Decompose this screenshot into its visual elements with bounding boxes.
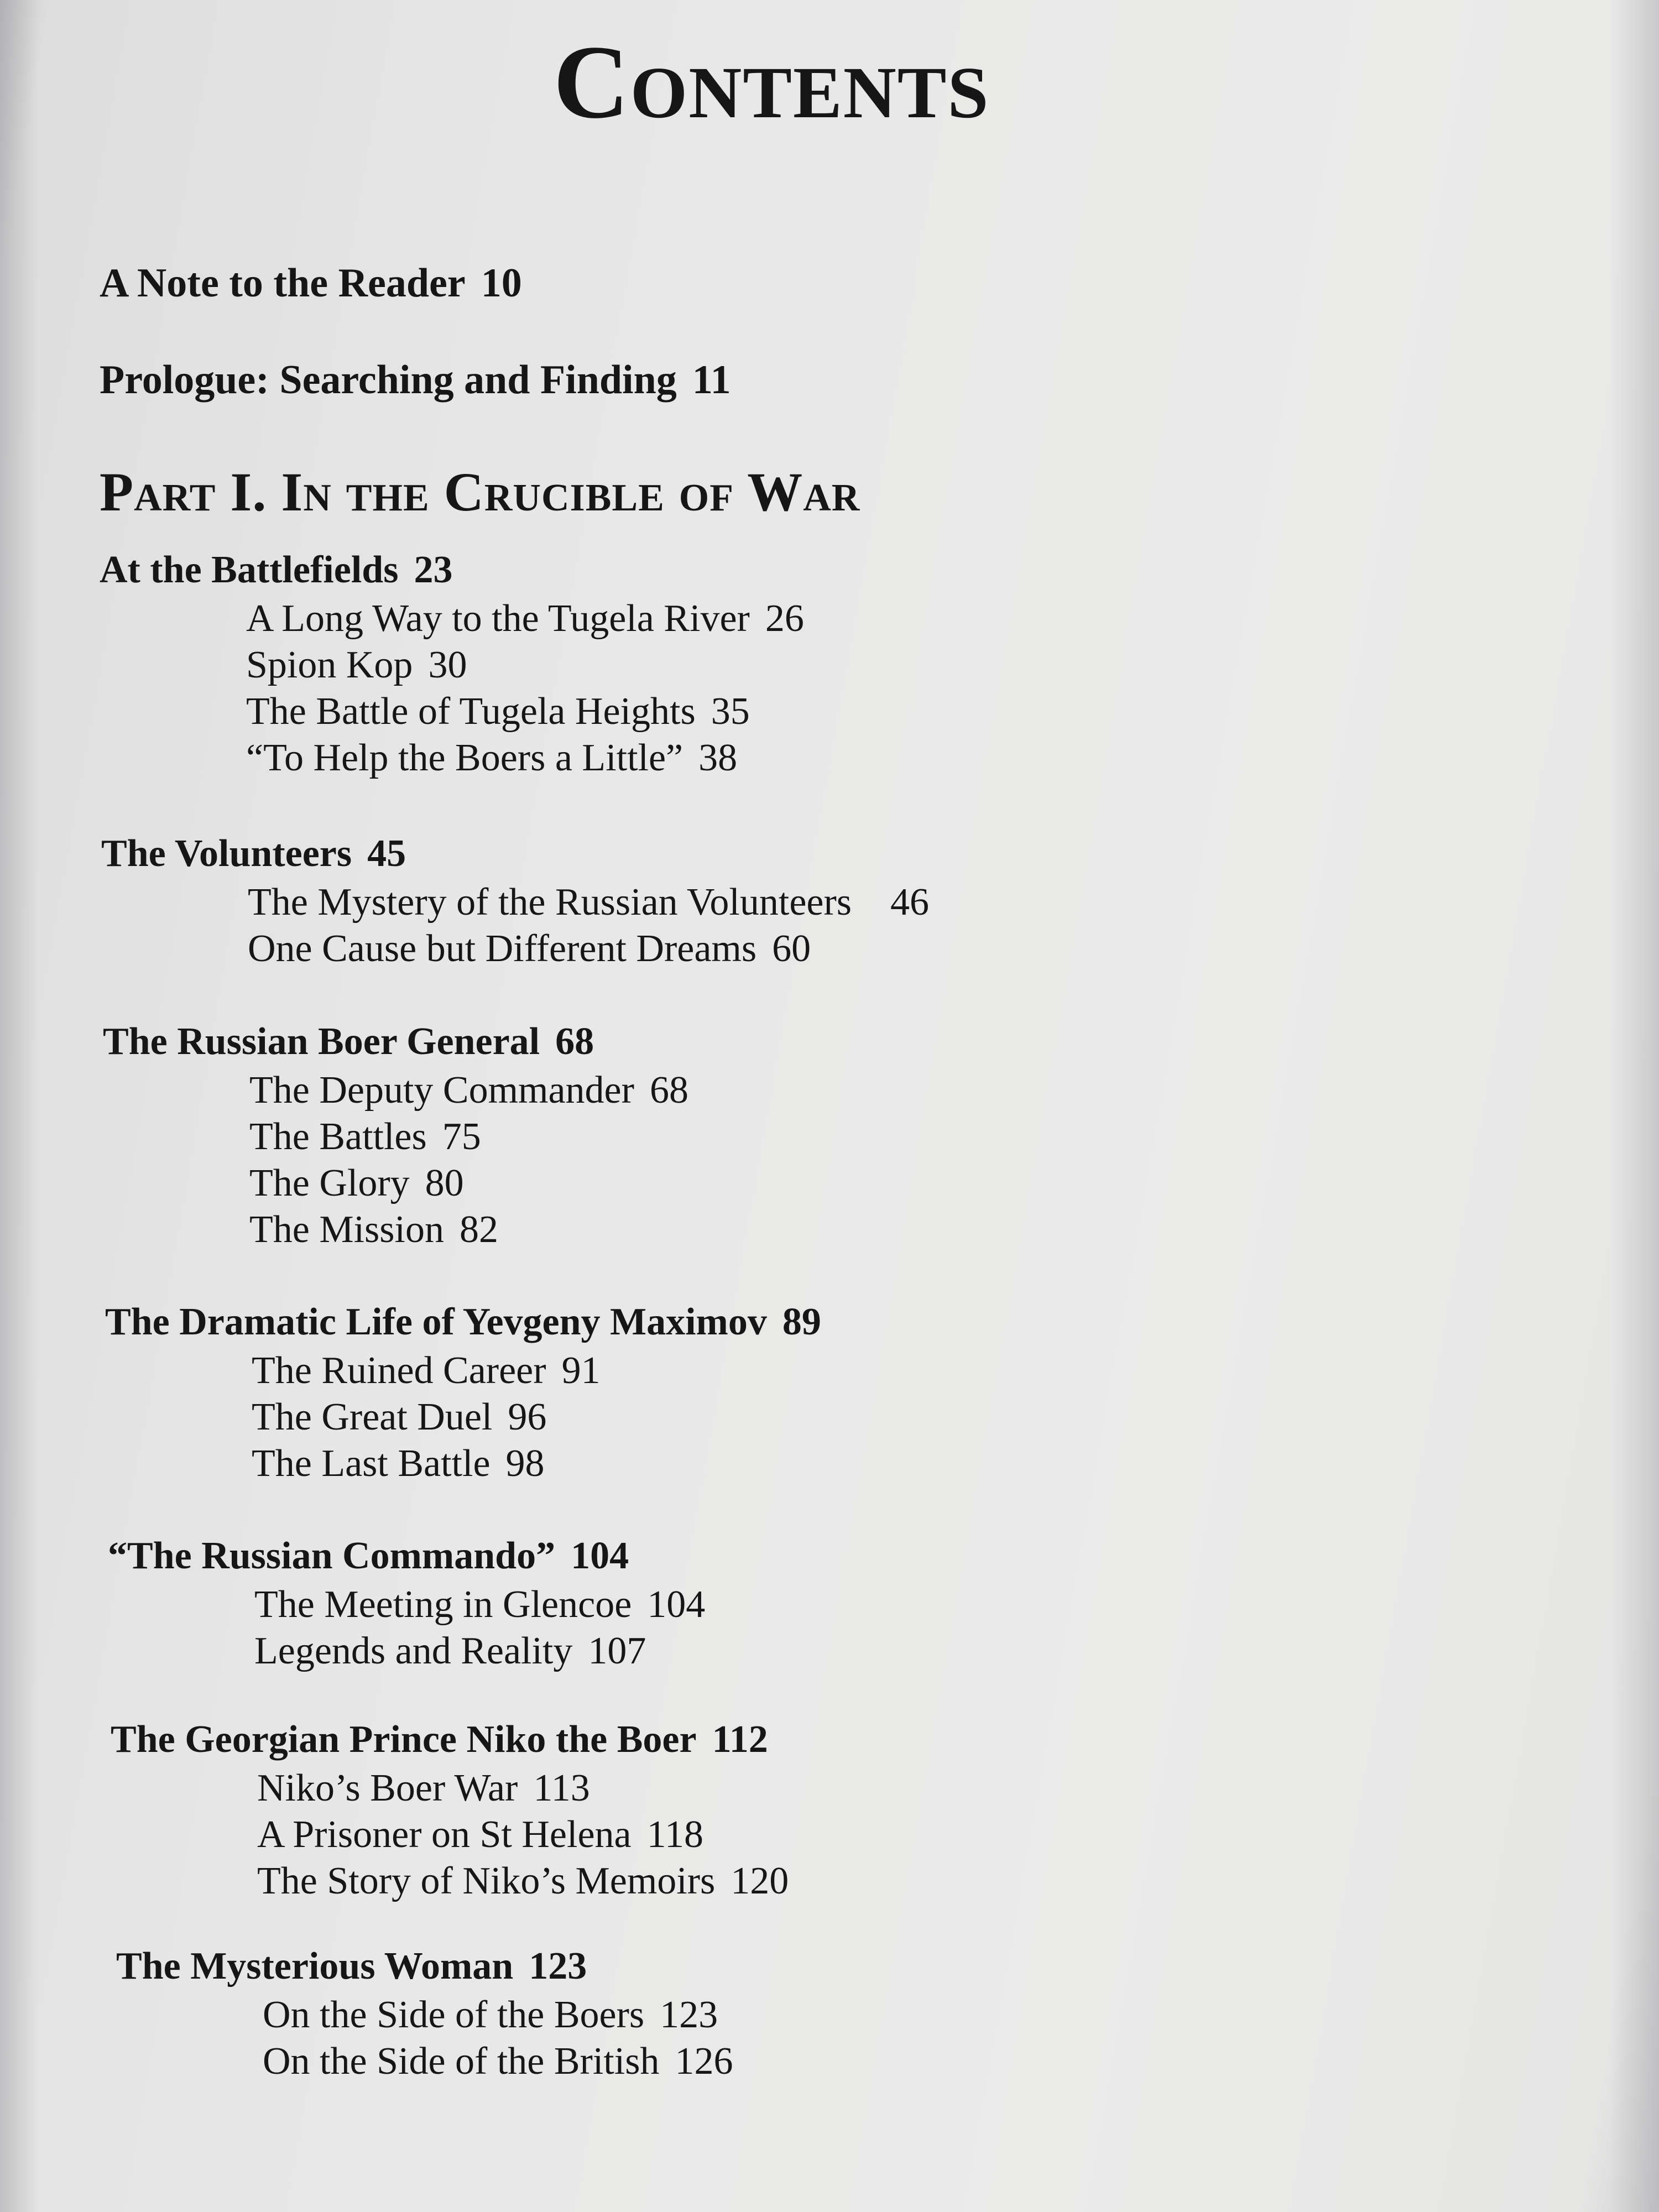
- section-entry: [111, 1765, 789, 1812]
- section-entry: [100, 642, 804, 688]
- section-title: The Mission: [249, 1208, 444, 1251]
- section-title: On the Side of the British: [263, 2040, 660, 2083]
- section-page: 38: [698, 737, 738, 779]
- toc-chapter: [105, 1297, 821, 1487]
- section-page: 91: [561, 1349, 601, 1392]
- section-page: 75: [442, 1115, 481, 1158]
- toc-entry-prologue: [100, 357, 731, 404]
- chapter-title: The Georgian Prince Niko the Boer: [111, 1718, 697, 1761]
- section-page: 118: [646, 1813, 703, 1856]
- section-entry: [103, 1067, 688, 1114]
- section-page: 82: [459, 1208, 498, 1251]
- section-page: 120: [731, 1860, 789, 1902]
- toc-chapter: [108, 1531, 705, 1674]
- section-page: 107: [588, 1630, 646, 1672]
- section-entry: [101, 879, 929, 926]
- section-page: 68: [649, 1069, 688, 1112]
- section-entry: [111, 1812, 789, 1858]
- chapter-page: 89: [782, 1301, 821, 1343]
- page-edge-shadow-right: [1609, 0, 1659, 2212]
- toc-chapter: [101, 828, 929, 972]
- section-entry: [101, 926, 929, 972]
- section-entry: [108, 1628, 705, 1674]
- page-title: Contents: [553, 24, 990, 140]
- section-title: The Battles: [249, 1115, 427, 1158]
- section-page: 98: [505, 1442, 545, 1485]
- section-title: One Cause but Different Dreams: [248, 927, 757, 970]
- chapter-heading: [101, 828, 929, 879]
- section-page: 46: [890, 881, 930, 924]
- section-page: 96: [508, 1396, 547, 1438]
- section-entry: [105, 1394, 821, 1441]
- section-title: Niko’s Boer War: [257, 1767, 518, 1809]
- section-entry: [103, 1207, 688, 1253]
- chapter-heading: [116, 1941, 733, 1992]
- section-title: The Meeting in Glencoe: [254, 1583, 632, 1626]
- section-title: The Great Duel: [252, 1396, 493, 1438]
- chapter-page: 104: [571, 1535, 629, 1577]
- section-entry: [111, 1858, 789, 1905]
- section-page: 26: [765, 597, 804, 640]
- chapter-title: The Volunteers: [101, 832, 352, 875]
- toc-chapter: [111, 1714, 789, 1905]
- section-page: 30: [428, 644, 467, 686]
- section-entry: [116, 1992, 733, 2038]
- toc-entry-note-to-reader: [100, 260, 522, 307]
- entry-page: 11: [692, 357, 731, 403]
- section-entry: [105, 1441, 821, 1487]
- section-title: The Mystery of the Russian Volunteers: [248, 881, 852, 924]
- section-page: 126: [675, 2040, 733, 2083]
- chapter-page: 68: [555, 1020, 594, 1063]
- chapter-heading: [108, 1531, 705, 1582]
- section-entry: [100, 596, 804, 642]
- section-title: A Prisoner on St Helena: [257, 1813, 632, 1856]
- chapter-title: At the Battlefields: [100, 549, 399, 591]
- section-title: The Battle of Tugela Heights: [246, 690, 696, 733]
- part-heading: Part I. In the Crucible of War: [100, 461, 860, 523]
- chapter-page: 123: [529, 1945, 587, 1987]
- toc-chapter: [116, 1941, 733, 2085]
- section-entry: [108, 1582, 705, 1628]
- section-page: 80: [425, 1162, 464, 1204]
- section-title: The Last Battle: [252, 1442, 491, 1485]
- chapter-page: 23: [414, 549, 453, 591]
- section-entry: [103, 1114, 688, 1160]
- section-entry: [100, 688, 804, 735]
- section-entry: [105, 1348, 821, 1394]
- section-title: The Ruined Career: [252, 1349, 546, 1392]
- chapter-page: 45: [367, 832, 406, 875]
- section-page: 113: [533, 1767, 590, 1809]
- section-title: The Story of Niko’s Memoirs: [257, 1860, 716, 1902]
- chapter-heading: [103, 1016, 688, 1067]
- chapter-page: 112: [712, 1718, 768, 1761]
- section-page: 123: [660, 1994, 718, 2036]
- section-entry: [100, 735, 804, 781]
- chapter-title: “The Russian Commando”: [108, 1535, 556, 1577]
- entry-page: 10: [481, 260, 522, 306]
- section-title: On the Side of the Boers: [263, 1994, 645, 2036]
- section-title: Legends and Reality: [254, 1630, 573, 1672]
- entry-title: A Note to the Reader: [100, 260, 466, 306]
- section-page: 104: [647, 1583, 706, 1626]
- section-title: A Long Way to the Tugela River: [246, 597, 750, 640]
- section-title: “To Help the Boers a Little”: [246, 737, 684, 779]
- page-edge-shadow-left: [0, 0, 39, 2212]
- section-entry: [103, 1160, 688, 1207]
- toc-chapter: [100, 545, 804, 781]
- chapter-heading: [100, 545, 804, 596]
- section-title: The Deputy Commander: [249, 1069, 634, 1112]
- section-page: 60: [772, 927, 811, 970]
- chapter-title: The Mysterious Woman: [116, 1945, 514, 1987]
- chapter-title: The Dramatic Life of Yevgeny Maximov: [105, 1301, 767, 1343]
- chapter-title: The Russian Boer General: [103, 1020, 540, 1063]
- section-page: 35: [711, 690, 750, 733]
- entry-title: Prologue: Searching and Finding: [100, 357, 677, 403]
- chapter-heading: [111, 1714, 789, 1765]
- section-title: Spion Kop: [246, 644, 413, 686]
- toc-chapter: [103, 1016, 688, 1253]
- chapter-heading: [105, 1297, 821, 1348]
- section-entry: [116, 2038, 733, 2085]
- section-title: The Glory: [249, 1162, 410, 1204]
